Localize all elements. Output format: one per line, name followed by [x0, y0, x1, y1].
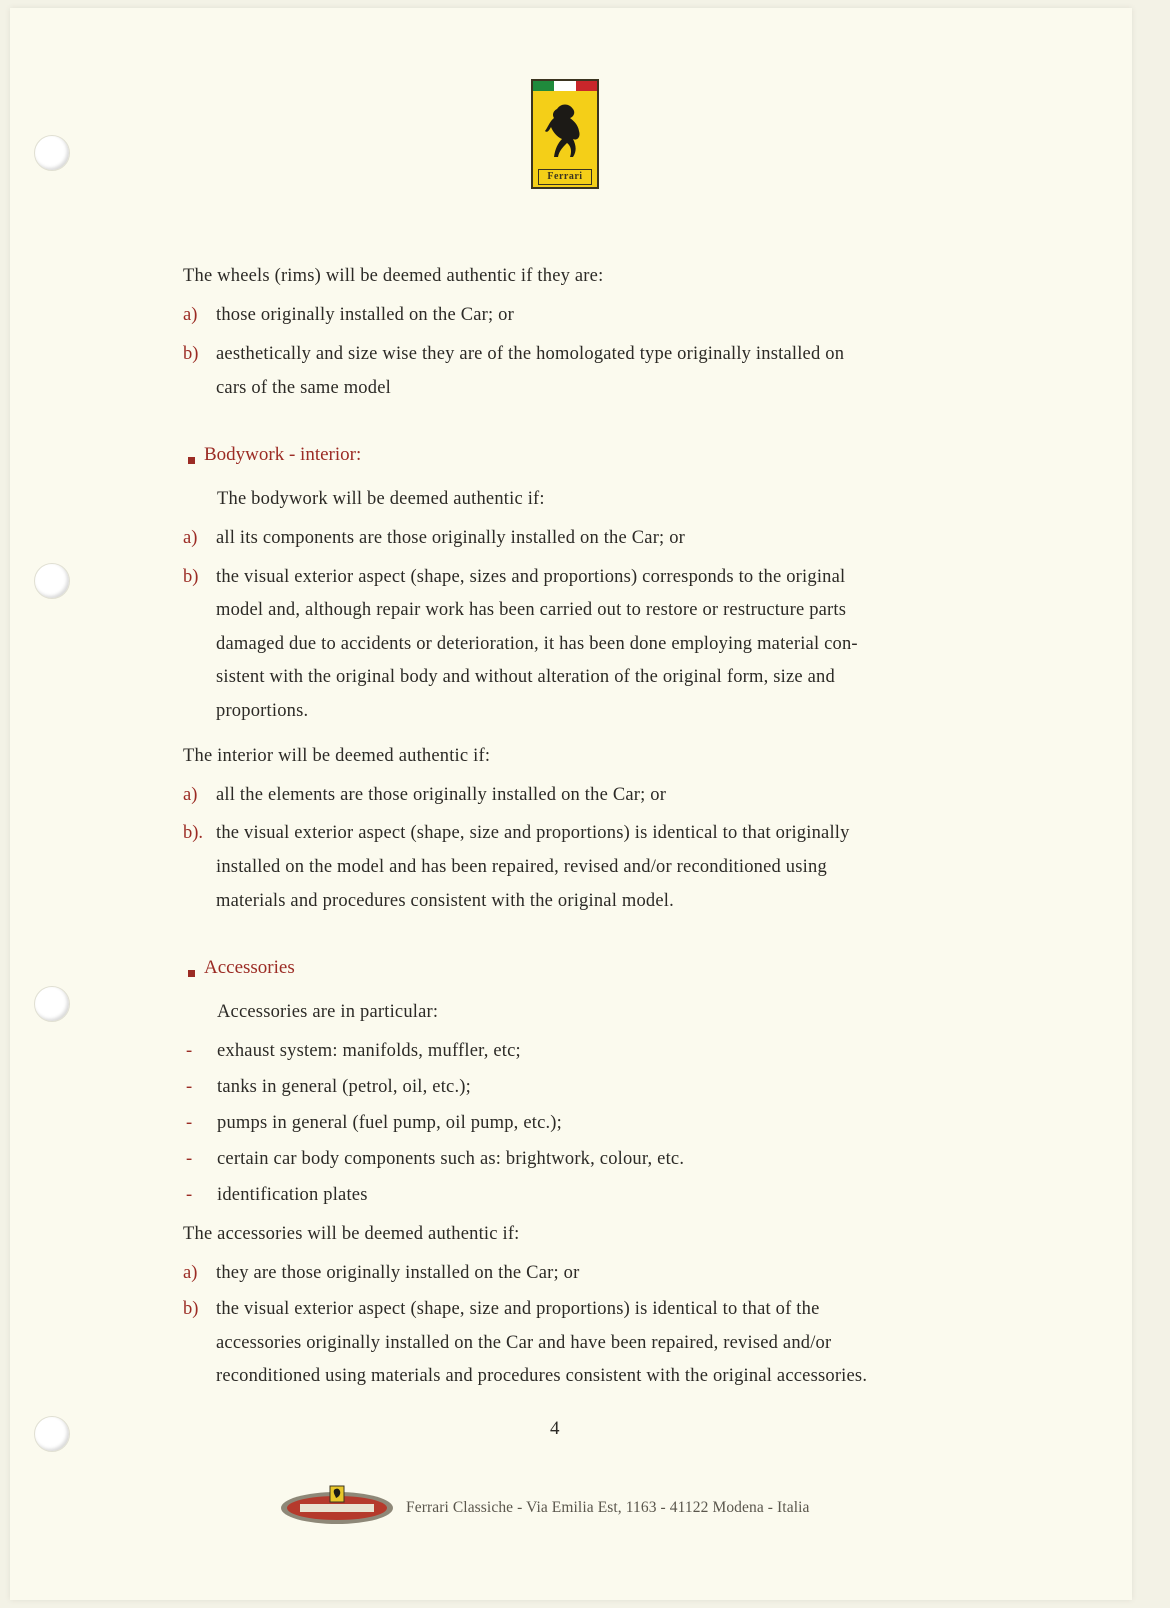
accessory-list-item: identification plates: [217, 1185, 368, 1205]
item-marker: a): [183, 785, 198, 805]
section-heading-accessories: Accessories: [204, 957, 295, 978]
accessories-item-b-line: reconditioned using materials and procedures consistent with the original accessories.: [216, 1366, 868, 1386]
accessory-list-item: pumps in general (fuel pump, oil pump, etc.);: [217, 1113, 563, 1133]
prancing-horse-icon: [543, 101, 587, 163]
binder-hole: [34, 135, 70, 171]
interior-item-a: all the elements are those originally installed on the Car; or: [216, 785, 667, 805]
binder-hole: [34, 1416, 70, 1452]
section-bullet-icon: [188, 457, 195, 464]
bodywork-item-b-line: the visual exterior aspect (shape, sizes and proportions) corresponds to the original: [216, 567, 846, 587]
accessories-item-b-line: the visual exterior aspect (shape, size and proportions) is identical to that of the: [216, 1299, 820, 1319]
bodywork-item-b-line: damaged due to accidents or deterioration, it has been done employing material con-: [216, 634, 858, 654]
accessories-item-a: they are those originally installed on the Car; or: [216, 1263, 580, 1283]
accessory-list-item: certain car body components such as: brightwork, colour, etc.: [217, 1149, 685, 1169]
list-dash: -: [186, 1113, 193, 1133]
list-dash: -: [186, 1149, 193, 1169]
accessories-item-b-line: accessories originally installed on the Car and have been repaired, revised and/or: [216, 1333, 832, 1353]
item-marker: a): [183, 528, 198, 548]
item-marker: b): [183, 344, 199, 364]
wheels-intro: The wheels (rims) will be deemed authentic if they are:: [183, 266, 604, 286]
logo-wordmark: Ferrari: [538, 169, 592, 185]
footer-address: Ferrari Classiche - Via Emilia Est, 1163 - 41122 Modena - Italia: [406, 1499, 810, 1516]
accessory-list-item: exhaust system: manifolds, muffler, etc;: [217, 1041, 521, 1061]
document-page: [10, 8, 1132, 1600]
binder-hole: [34, 563, 70, 599]
section-bullet-icon: [188, 970, 195, 977]
interior-item-b-line: installed on the model and has been repaired, revised and/or reconditioned using: [216, 857, 827, 877]
binder-hole: [34, 986, 70, 1022]
interior-intro: The interior will be deemed authentic if:: [183, 746, 491, 766]
item-marker: a): [183, 305, 198, 325]
accessories-authentic-intro: The accessories will be deemed authentic if:: [183, 1224, 520, 1244]
wheels-item-b-line: aesthetically and size wise they are of the homologated type originally installed on: [216, 344, 845, 364]
accessory-list-item: tanks in general (petrol, oil, etc.);: [217, 1077, 471, 1097]
ferrari-classiche-emblem-icon: [278, 1482, 396, 1530]
item-marker: a): [183, 1263, 198, 1283]
bodywork-item-b-line: sistent with the original body and without alteration of the original form, size and: [216, 667, 835, 687]
bodywork-intro: The bodywork will be deemed authentic if:: [217, 489, 545, 509]
section-heading-bodywork: Bodywork - interior:: [204, 444, 362, 465]
item-marker: b).: [183, 823, 204, 843]
bodywork-item-b-line: proportions.: [216, 701, 309, 721]
accessories-intro: Accessories are in particular:: [217, 1002, 439, 1022]
interior-item-b-line: the visual exterior aspect (shape, size and proportions) is identical to that originally: [216, 823, 850, 843]
item-marker: b): [183, 567, 199, 587]
list-dash: -: [186, 1185, 193, 1205]
wheels-item-b-line: cars of the same model: [216, 378, 391, 398]
italian-flag-stripe: [533, 81, 597, 91]
list-dash: -: [186, 1077, 193, 1097]
list-dash: -: [186, 1041, 193, 1061]
bodywork-item-a: all its components are those originally installed on the Car; or: [216, 528, 686, 548]
interior-item-b-line: materials and procedures consistent with the original model.: [216, 891, 674, 911]
item-marker: b): [183, 1299, 199, 1319]
page-number: 4: [550, 1418, 560, 1439]
ferrari-logo: [531, 79, 599, 189]
bodywork-item-b-line: model and, although repair work has been carried out to restore or restructure parts: [216, 600, 847, 620]
wheels-item-a: those originally installed on the Car; or: [216, 305, 514, 325]
